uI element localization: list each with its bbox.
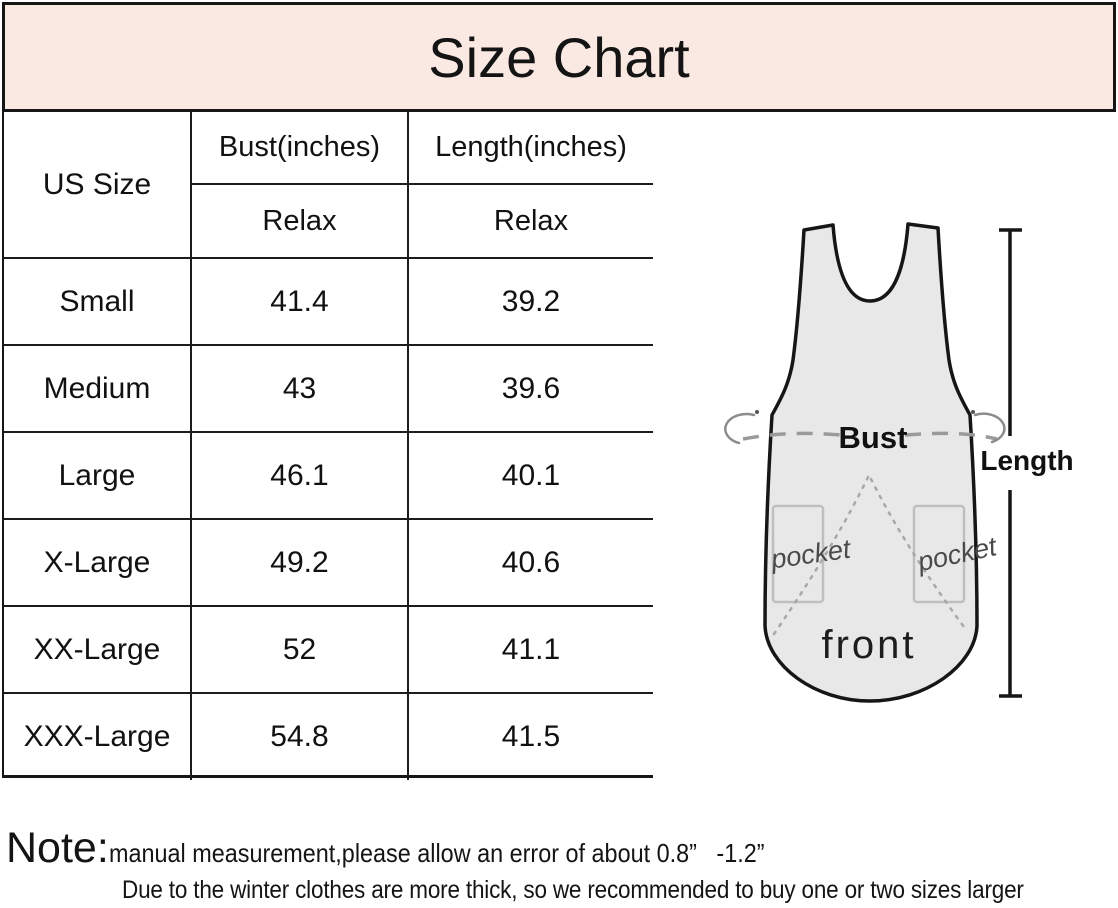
table-row-xxx-large (4, 693, 653, 780)
length-cell: 39.6 (408, 345, 653, 432)
main-content (2, 112, 1112, 778)
pocket-left-label: pocket (769, 533, 853, 575)
length-cell: 40.1 (408, 432, 653, 519)
table-row-large (4, 432, 653, 519)
bust-cell: 49.2 (191, 519, 408, 606)
length-cell: 41.5 (408, 693, 653, 780)
table-row-x-large (4, 519, 653, 606)
length-cell: 41.1 (408, 606, 653, 693)
pocket-right-label: pocket (915, 531, 1000, 578)
size-cell: X-Large (4, 519, 191, 606)
bust-cell: 46.1 (191, 432, 408, 519)
length-cell: 39.2 (408, 258, 653, 345)
bust-hook-right-dot (971, 410, 975, 414)
table-row-medium (4, 345, 653, 432)
length-label: Length (980, 445, 1074, 476)
size-cell: XXX-Large (4, 693, 191, 780)
page-title: Size Chart (428, 25, 690, 89)
note-prefix: Note: (6, 824, 109, 872)
length-cell: 40.6 (408, 519, 653, 606)
size-cell: Small (4, 258, 191, 345)
subheader-length-relax: Relax (408, 184, 653, 258)
table-row-xx-large (4, 606, 653, 693)
column-header-length: Length(inches) (408, 112, 653, 184)
bust-cell: 52 (191, 606, 408, 693)
size-cell: Medium (4, 345, 191, 432)
bust-cell: 41.4 (191, 258, 408, 345)
note-line-1: manual measurement,please allow an error of about 0.8” -1.2” (108, 838, 765, 868)
size-cell: XX-Large (4, 606, 191, 693)
column-header-bust: Bust(inches) (191, 112, 408, 184)
table-row-small (4, 258, 653, 345)
apron-measure-diagram (653, 112, 1112, 775)
bust-label: Bust (838, 420, 908, 455)
size-table (4, 112, 653, 780)
size-cell: Large (4, 432, 191, 519)
subheader-bust-relax: Relax (191, 184, 408, 258)
front-label: front (821, 623, 917, 667)
bust-hook-left-dot (755, 410, 759, 414)
bust-cell: 54.8 (191, 693, 408, 780)
bust-cell: 43 (191, 345, 408, 432)
note-line-2: Due to the winter clothes are more thick, so we recommended to buy one or two sizes larger (122, 876, 1024, 904)
column-header-us-size: US Size (4, 112, 191, 258)
apron-diagram-panel (653, 112, 1112, 778)
size-chart-banner (2, 2, 1116, 112)
note-block (6, 824, 837, 873)
